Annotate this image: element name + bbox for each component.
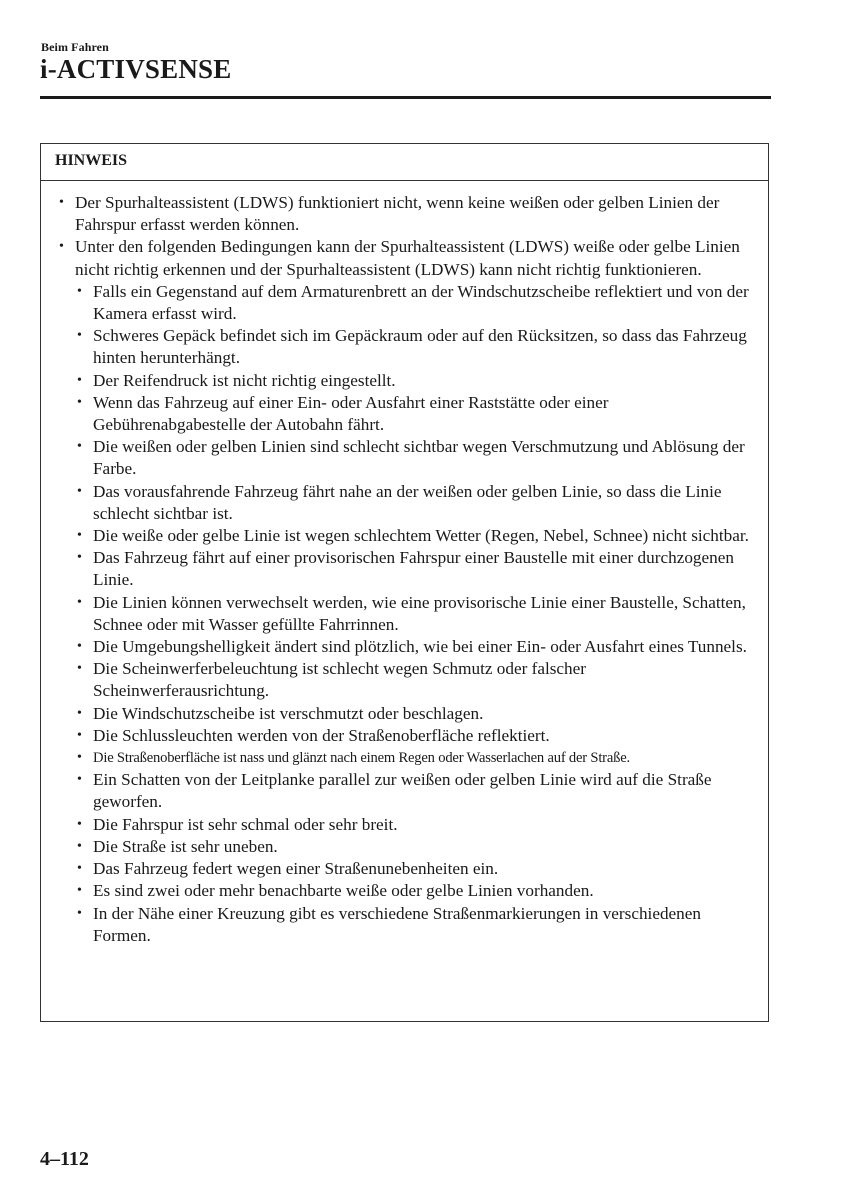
bullet-icon: • [77,661,82,677]
condition-text: Die Straße ist sehr uneben. [93,836,278,856]
condition-text: Ein Schatten von der Leitplanke parallel zur weißen oder gelben Linie wird auf die Straße geworfen. [93,770,712,812]
condition-item [75,436,758,480]
page-title: i-ACTIVSENSE [40,54,232,84]
note-list [57,192,758,947]
condition-text: Die Windschutzscheibe ist verschmutzt oder beschlagen. [93,703,484,723]
condition-text: Die weißen oder gelben Linien sind schlecht sichtbar wegen Verschmutzung und Ablösung der Farbe. [93,437,745,479]
condition-text: Falls ein Gegenstand auf dem Armaturenbrett an der Windschutzscheibe reflektiert und von der Kamera erfasst wird. [93,281,749,324]
condition-item [75,325,758,369]
condition-item [75,636,758,658]
bullet-icon: • [77,705,82,721]
condition-item [75,836,758,858]
condition-text: In der Nähe einer Kreuzung gibt es verschiedene Straßenmarkierungen in verschiedenen Formen. [93,903,701,945]
bullet-icon: • [77,772,82,788]
bullet-icon: • [77,594,82,610]
bullet-icon: • [77,550,82,566]
condition-item [75,592,758,636]
note-heading: HINWEIS [41,144,768,181]
bullet-icon: • [77,283,82,299]
condition-item [75,547,758,591]
condition-item [75,880,758,902]
bullet-icon: • [59,239,64,255]
section-label: Beim Fahren [41,40,109,54]
condition-item [75,858,758,880]
bullet-icon: • [77,816,82,832]
note-item-text: Unter den folgenden Bedingungen kann der Spurhalteassistent (LDWS) weiße oder gelbe Linien nicht richtig erkennen und der Spurhalteassistent (LDWS) kann nicht richtig funktionieren. [75,237,740,279]
condition-text: Die Schlussleuchten werden von der Straßenoberfläche reflektiert. [93,725,550,745]
note-box [40,143,769,1022]
bullet-icon: • [77,905,82,921]
condition-item [75,658,758,702]
note-body [41,181,768,947]
bullet-icon: • [77,883,82,899]
condition-item [75,769,758,813]
note-item-text: Der Spurhalteassistent (LDWS) funktioniert nicht, wenn keine weißen oder gelben Linien der Fahrspur erfasst werden können. [75,193,720,235]
condition-item [75,747,758,769]
bullet-icon: • [77,528,82,544]
condition-text: Das Fahrzeug fährt auf einer provisorischen Fahrspur einer Baustelle mit einer durchzogenen Linie. [93,548,734,590]
condition-item [75,903,758,947]
condition-item [75,392,758,436]
condition-text: Der Reifendruck ist nicht richtig eingestellt. [93,370,396,390]
condition-item [75,814,758,836]
bullet-icon: • [77,394,82,410]
condition-text: Die Fahrspur ist sehr schmal oder sehr breit. [93,814,398,834]
condition-text: Die Scheinwerferbeleuchtung ist schlecht wegen Schmutz oder falscher Scheinwerferausrichtung. [93,659,586,701]
bullet-icon: • [77,372,82,388]
condition-text: Es sind zwei oder mehr benachbarte weiße oder gelbe Linien vorhanden. [93,881,594,901]
condition-item [75,281,758,325]
bullet-icon: • [77,639,82,655]
bullet-icon: • [77,483,82,499]
bullet-icon: • [77,750,82,766]
bullet-icon: • [77,439,82,455]
condition-item [75,370,758,392]
bullet-icon: • [77,861,82,877]
page-number: 4–112 [40,1148,89,1170]
condition-item [75,725,758,747]
title-divider [40,96,771,99]
condition-text: Das Fahrzeug federt wegen einer Straßenunebenheiten ein. [93,859,499,879]
condition-list [75,281,758,947]
condition-text: Wenn das Fahrzeug auf einer Ein- oder Ausfahrt einer Raststätte oder einer Gebührenabgabestelle der Autobahn fährt. [93,392,609,435]
condition-text: Die Straßenoberfläche ist nass und glänzt nach einem Regen oder Wasserlachen auf der Straße. [93,750,630,767]
condition-item [75,481,758,525]
condition-item [75,703,758,725]
bullet-icon: • [77,838,82,854]
bullet-icon: • [77,328,82,344]
condition-text: Schweres Gepäck befindet sich im Gepäckraum oder auf den Rücksitzen, so dass das Fahrzeug hinten herunterhängt. [93,326,747,368]
bullet-icon: • [59,195,64,210]
bullet-icon: • [77,727,82,743]
note-item [57,236,758,947]
condition-text: Die Linien können verwechselt werden, wie eine provisorische Linie einer Baustelle, Schatten, Schnee oder mit Wasser gefüllte Fahrrinnen. [93,592,746,634]
condition-item [75,525,758,547]
note-item [57,192,758,236]
condition-text: Die weiße oder gelbe Linie ist wegen schlechtem Wetter (Regen, Nebel, Schnee) nicht sichtbar. [93,526,749,546]
condition-text: Das vorausfahrende Fahrzeug fährt nahe an der weißen oder gelben Linie, so dass die Linie schlecht sichtbar ist. [93,481,722,523]
condition-text: Die Umgebungshelligkeit ändert sind plötzlich, wie bei einer Ein- oder Ausfahrt eines Tunnels. [93,637,747,657]
